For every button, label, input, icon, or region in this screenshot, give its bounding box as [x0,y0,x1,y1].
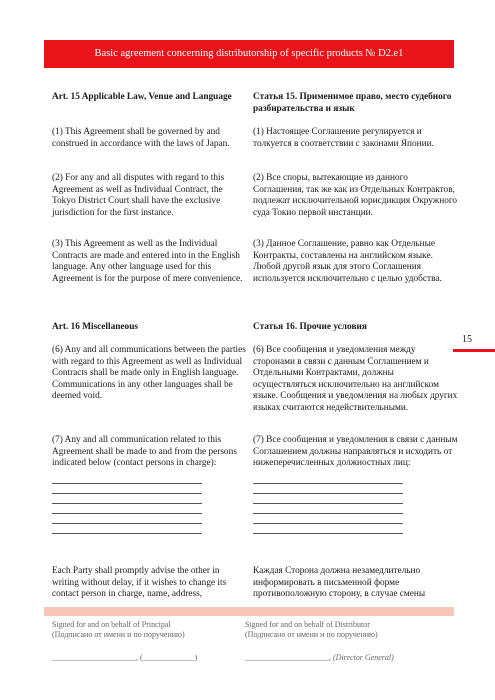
page-number-bar [453,349,495,352]
document-title: Basic agreement concerning distributorship of specific products № D2.e1 [94,48,404,59]
art15-para3-ru: (3) Данное Соглашение, равно как Отдельные Контракты, составлены на английском языке. Любой другой язык для этого Соглашения используется исключительно с целью удобства. [253,239,442,284]
art16-title-en: Art. 16 Miscellaneous [52,322,138,332]
document-header-banner [44,40,454,68]
contact-lines-ru [253,475,459,543]
art16-last-en: Each Party shall promptly advise the other in writing without delay, if it wishes to change its contact person in charge, name, address, [52,566,227,600]
art15-para3-en: (3) This Agreement as well as the Individual Contracts are made and entered into in the English language. Any other language used for this Agreement is for the purpose of mere convenience. [52,239,243,284]
distributor-label-ru: (Подписано от имени и по поручению) [245,630,378,639]
contact-line [52,513,202,514]
contact-lines-en [52,475,248,543]
footer-bar [44,607,454,616]
art15-para1-en: (1) This Agreement shall be governed by and construed in accordance with the laws of Japan. [52,127,230,149]
page-number: 15 [462,334,472,345]
distributor-signature-line [245,653,394,662]
distributor-signature-blank: _____________________, [245,653,333,662]
principal-label-en: Signed for and on behalf of Principal [52,620,171,629]
art15-title-ru: Статья 15. Применимое право, место судебного разбирательства и язык [253,92,452,114]
art16-last-ru: Каждая Сторона должна незамедлительно информировать в письменной форме противоположную сторону, в случае смены [253,566,426,600]
distributor-signature-block [245,620,378,640]
art16-para7-ru: (7) Все сообщения и уведомления в связи с данным Соглашением должны направляться и исходить от нижеперечисленных должностных лиц: [253,435,458,469]
art15-title-en: Art. 15 Applicable Law, Venue and Language [52,92,232,102]
contact-line [52,483,202,484]
art16-title-ru: Статья 16. Прочие условия [253,322,367,332]
contact-line [253,523,403,524]
distributor-role: (Director General) [333,653,394,662]
art15-para2-en: (2) For any and all disputes with regard to this Agreement as well as Individual Contract, the Tokyo District Court shall have the exclusive jurisdiction for the first instance. [52,173,225,218]
principal-signature-line: _____________________, (_____________) [52,653,198,662]
contact-line [253,503,403,504]
art16-para6-en: (6) Any and all communications between the parties with regard to this Agreement as well as Individual Contracts shall be made only in English language. Communications in any other languages shall be deemed void. [52,345,246,402]
contact-line [253,533,403,534]
art15-para1-ru: (1) Настоящее Соглашение регулируется и толкуется в соответствии с законами Японии. [253,127,434,149]
art16-para6-ru: (6) Все сообщения и уведомления между сторонами в связи с данным Соглашением и Отдельными Контрактами, должны осуществляться исключительно на английском языке. Сообщения и уведомления на любых других языках считаются недействительными. [253,345,458,413]
distributor-label-en: Signed for and on behalf of Distributor [245,620,370,629]
art16-para7-en: (7) Any and all communication related to this Agreement shall be made to and from the persons indicated below (contact persons in charge): [52,435,237,469]
contact-line [52,533,202,534]
contact-line [52,493,202,494]
contact-line [253,493,403,494]
contact-line [52,523,202,524]
contact-line [253,483,403,484]
principal-label-ru: (Подписано от имени и по поручению) [52,630,185,639]
principal-signature-block [52,620,185,640]
contact-line [52,503,202,504]
contact-line [253,513,403,514]
art15-para2-ru: (2) Все споры, вытекающие из данного Соглашения, так же как из Отдельных Контрактов, подлежат исключительной юрисдикция Окружного суда Токио первой инстанции. [253,173,458,218]
